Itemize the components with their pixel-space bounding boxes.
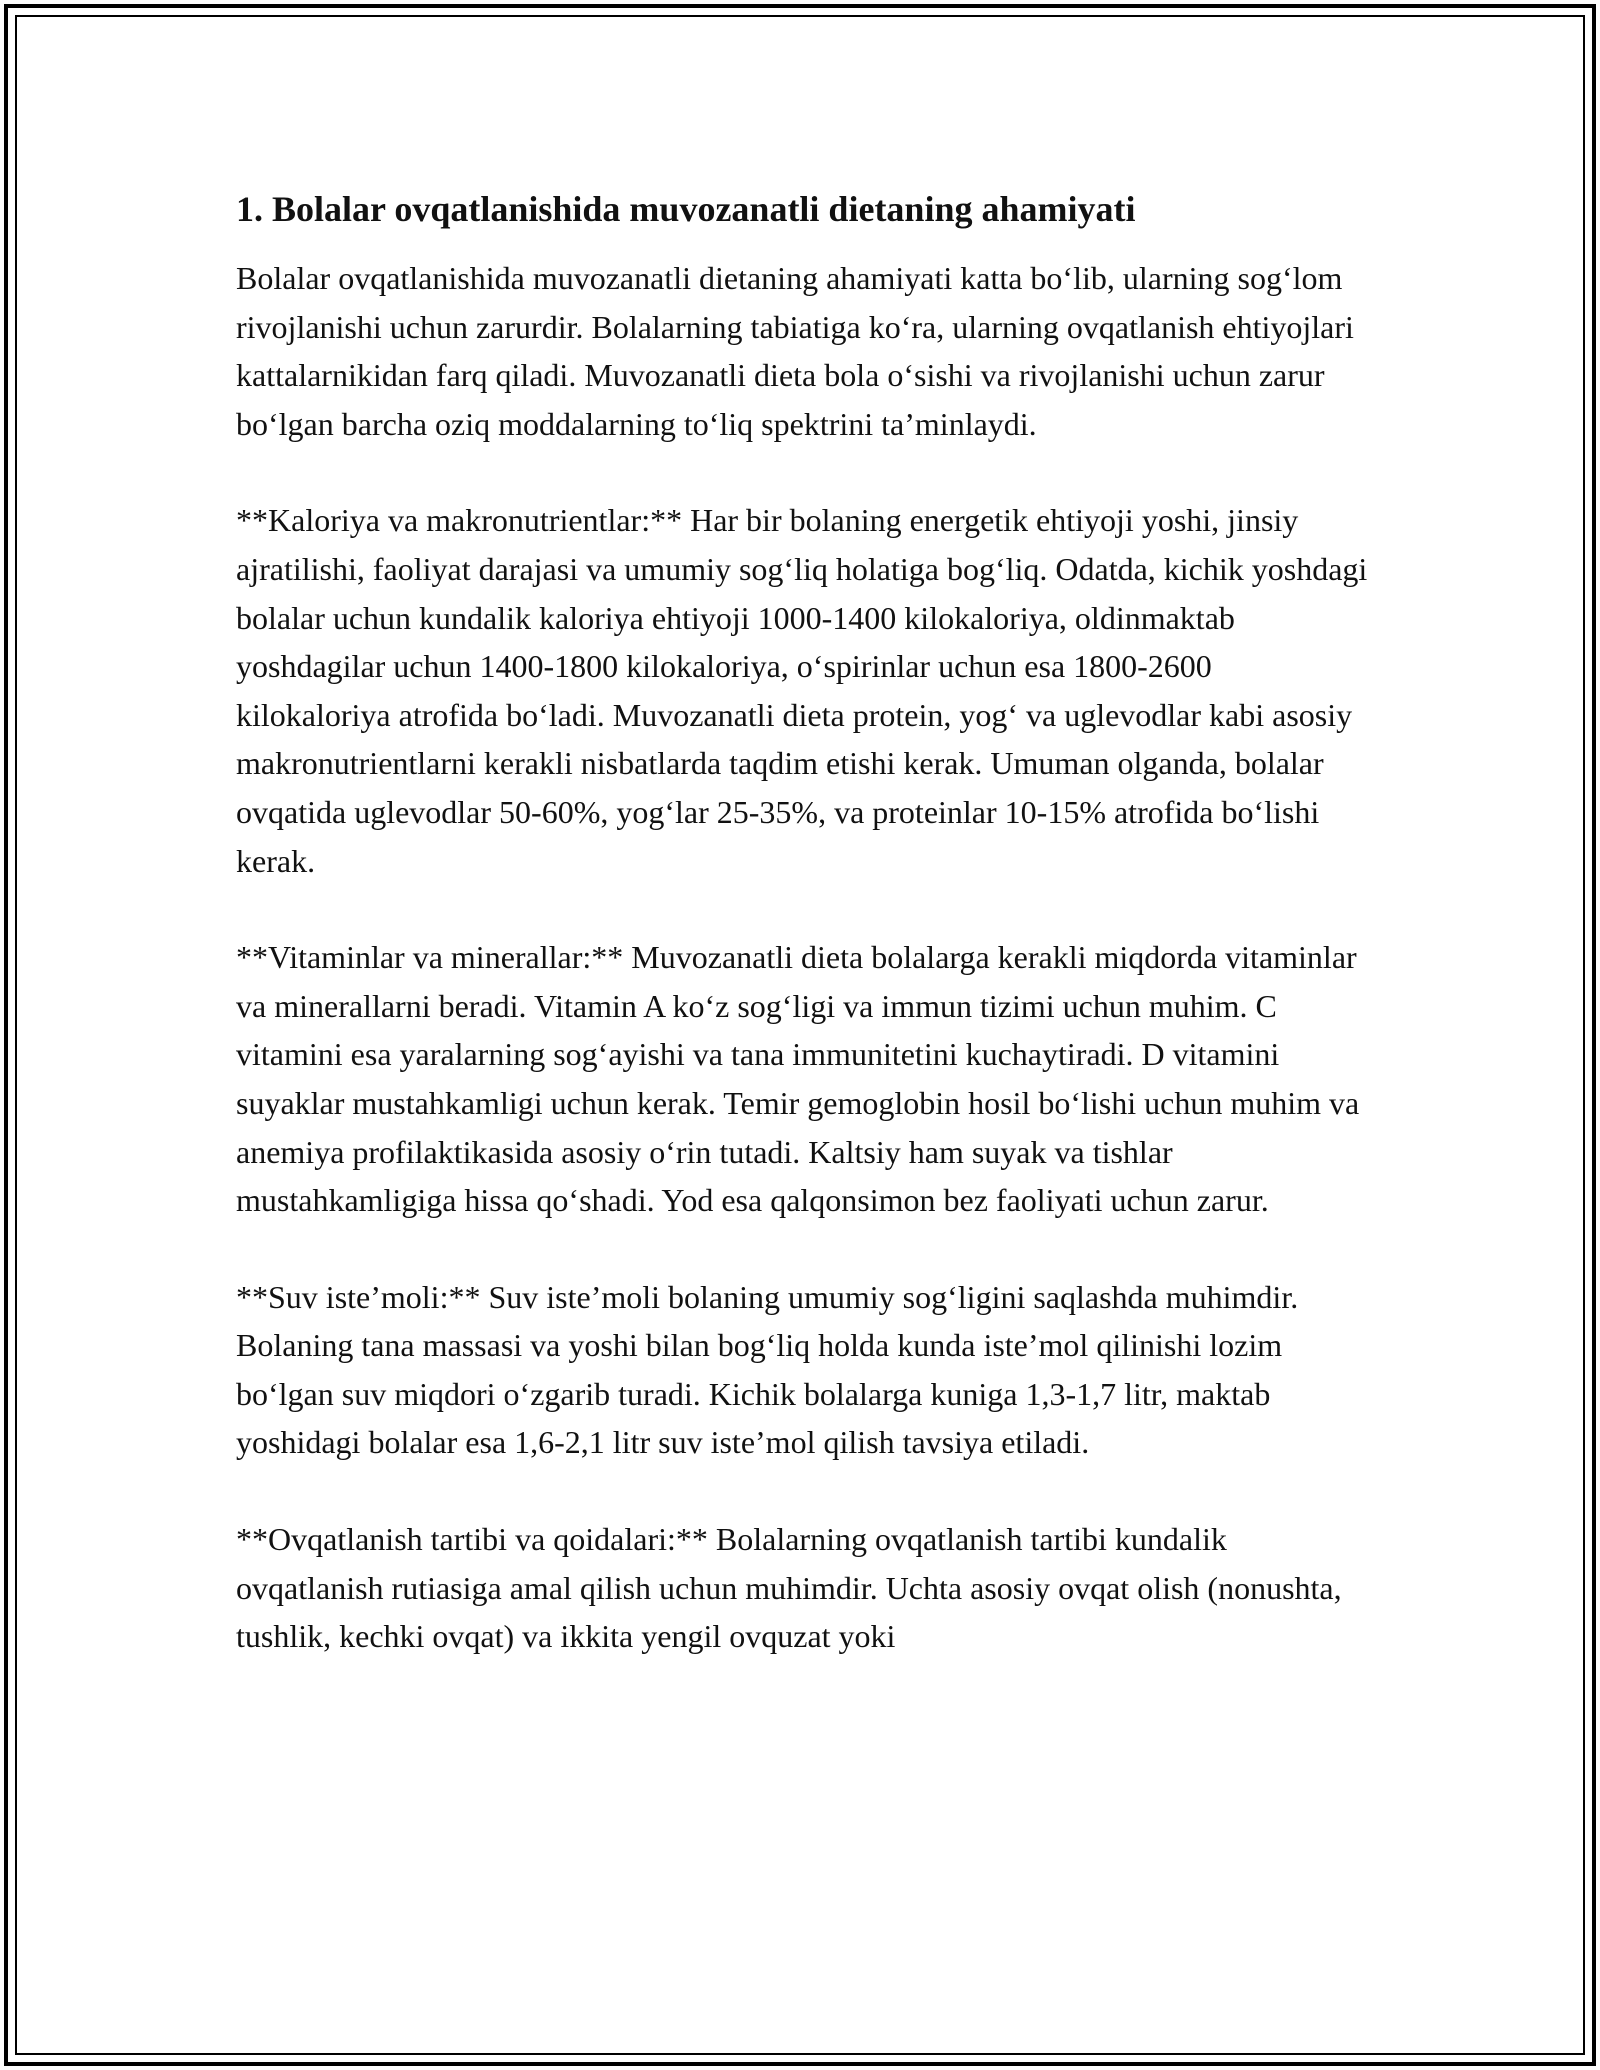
document-body — [236, 186, 1371, 1709]
paragraph-vitamins-minerals: **Vitaminlar va minerallar:** Muvozanatli dieta bolalarga kerakli miqdorda vitaminlar va minerallarni beradi. Vitamin A ko‘z sog‘ligi va immun tizimi uchun muhim. C vitamini esa yaralarning sog‘ayishi va tana immunitetini kuchaytiradi. D vitamini suyaklar mustahkamligi uchun kerak. Temir gemoglobin hosil bo‘lishi uchun muhim va anemiya profilaktikasida asosiy o‘rin tutadi. Kaltsiy ham suyak va tishlar mustahkamligiga hissa qo‘shadi. Yod esa qalqonsimon bez faoliyati uchun zarur. — [236, 939, 1360, 1219]
paragraph-water-intake: **Suv iste’moli:** Suv iste’moli bolaning umumiy sog‘ligini saqlashda muhimdir. Bolaning tana massasi va yoshi bilan bog‘liq holda kunda iste’mol qilinishi lozim bo‘lgan suv miqdori o‘zgarib turadi. Kichik bolalarga kuniga 1,3-1,7 litr, maktab yoshidagi bolalar esa 1,6-2,1 litr suv iste’mol qilish tavsiya etiladi. — [236, 1278, 1299, 1461]
section-heading: 1. Bolalar ovqatlanishida muvozanatli dietaning ahamiyati — [236, 189, 1136, 229]
paragraph-calories-macronutrients: **Kaloriya va makronutrientlar:** Har bir bolaning energetik ehtiyoji yoshi, jinsiy ajratilishi, faoliyat darajasi va umumiy sog‘liq holatiga bog‘liq. Odatda, kichik yoshdagi bolalar uchun kundalik kaloriya ehtiyoji 1000-1400 kilokaloriya, oldinmaktab yoshdagilar uchun 1400-1800 kilokaloriya, o‘spirinlar uchun esa 1800-2600 kilokaloriya atrofida bo‘ladi. Muvozanatli dieta protein, yog‘ va uglevodlar kabi asosiy makronutrientlarni kerakli nisbatlarda taqdim etishi kerak. Umuman olganda, bolalar ovqatida uglevodlar 50-60%, yog‘lar 25-35%, va proteinlar 10-15% atrofida bo‘lishi kerak. — [236, 502, 1368, 879]
paragraph-intro: Bolalar ovqatlanishida muvozanatli dietaning ahamiyati katta bo‘lib, ularning sog‘lom rivojlanishi uchun zarurdir. Bolalarning tabiatiga ko‘ra, ularning ovqatlanish ehtiyojlari kattalarnikidan farq qiladi. Muvozanatli dieta bola o‘sishi va rivojlanishi uchun zarur bo‘lgan barcha oziq moddalarning to‘liq spektrini ta’minlaydi. — [236, 260, 1354, 442]
paragraph-eating-schedule: **Ovqatlanish tartibi va qoidalari:** Bolalarning ovqatlanish tartibi kundalik ovqatlanish rutiasiga amal qilish uchun muhimdir. Uchta asosiy ovqat olish (nonushta, tushlik, kechki ovqat) va ikkita yengil ovquzat yoki — [236, 1521, 1342, 1655]
